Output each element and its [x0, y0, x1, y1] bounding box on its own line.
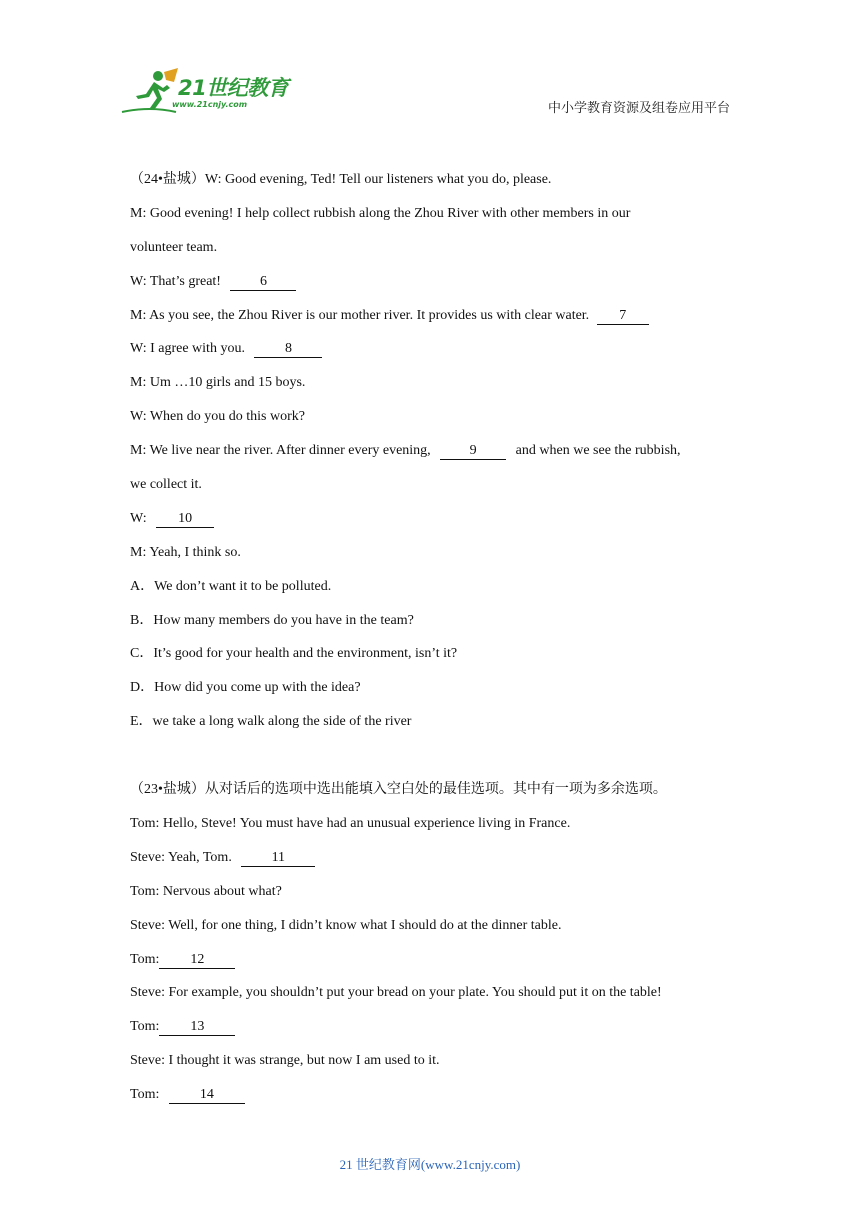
- dialogue-text: Tom:: [130, 951, 160, 967]
- dialogue-text: W: That’s great!: [130, 273, 221, 289]
- runner-logo-icon: [120, 68, 180, 116]
- answer-blank-11: 11: [241, 849, 315, 867]
- dialogue-line: [130, 1085, 730, 1105]
- dialogue-line: Steve: For example, you shouldn’t put your bread on your plate. You should put it on the table!: [130, 985, 662, 1001]
- logo: [120, 68, 290, 116]
- logo-url: www.21cnjy.com: [172, 100, 248, 109]
- dialogue-text: W:: [130, 510, 147, 526]
- answer-blank-9: 9: [440, 442, 506, 460]
- answer-blank-8: 8: [254, 340, 322, 358]
- document-body: [130, 170, 730, 1105]
- answer-blank-7: 7: [597, 307, 649, 325]
- dialogue-line: [130, 339, 730, 359]
- dialogue-line: [130, 1017, 730, 1037]
- option-item-a: A．We don’t want it to be polluted.: [130, 578, 332, 594]
- dialogue-line: [130, 306, 730, 326]
- dialogue-text: M: As you see, the Zhou River is our mother river. It provides us with clear water.: [130, 307, 590, 323]
- answer-blank-12: 12: [159, 951, 235, 969]
- dialogue-line: [130, 848, 730, 868]
- logo-text: 21世纪教育: [178, 76, 289, 100]
- answer-blank-10: 10: [156, 510, 214, 528]
- page-header: [0, 0, 860, 130]
- platform-title: 中小学教育资源及组卷应用平台: [547, 101, 730, 116]
- dialogue-text: Steve: Yeah, Tom.: [130, 849, 232, 865]
- dialogue-line: W: When do you do this work?: [130, 409, 305, 425]
- dialogue-line: Steve: I thought it was strange, but now I am used to it.: [130, 1053, 440, 1069]
- answer-blank-14: 14: [169, 1086, 245, 1104]
- dialogue-line: volunteer team.: [130, 239, 218, 255]
- dialogue-line: [130, 272, 730, 292]
- dialogue-text: and when we see the rubbish,: [515, 443, 681, 459]
- section-intro: （23•盐城）从对话后的选项中选出能填入空白处的最佳选项。其中有一项为多余选项。: [130, 782, 667, 798]
- answer-blank-6: 6: [230, 273, 296, 291]
- dialogue-text: Tom:: [130, 1019, 160, 1035]
- dialogue-line: [130, 441, 730, 461]
- dialogue-line: M: Yeah, I think so.: [130, 544, 241, 560]
- answer-blank-13: 13: [159, 1018, 235, 1036]
- page-footer: 21 世纪教育网(www.21cnjy.com): [339, 1157, 521, 1172]
- dialogue-text: W: I agree with you.: [130, 341, 245, 357]
- dialogue-section-23: [130, 780, 730, 1105]
- dialogue-line: [130, 950, 730, 970]
- dialogue-line: Steve: Well, for one thing, I didn’t know what I should do at the dinner table.: [130, 917, 562, 933]
- dialogue-text: Tom:: [130, 1087, 160, 1103]
- option-item-c: C．It’s good for your health and the environment, isn’t it?: [130, 646, 458, 662]
- section-intro: （24•盐城）W: Good evening, Ted! Tell our listeners what you do, please.: [130, 172, 552, 187]
- dialogue-line: M: Um …10 girls and 15 boys.: [130, 375, 306, 391]
- dialogue-line: Tom: Nervous about what?: [130, 883, 282, 899]
- option-item-e: E．we take a long walk along the side of the river: [130, 714, 412, 730]
- dialogue-line: M: Good evening! I help collect rubbish along the Zhou River with other members in our: [130, 205, 631, 221]
- option-item-d: D．How did you come up with the idea?: [130, 680, 361, 696]
- dialogue-line: [130, 509, 730, 529]
- dialogue-text: M: We live near the river. After dinner every evening,: [130, 443, 431, 459]
- dialogue-section-24: [130, 170, 730, 732]
- dialogue-line: Tom: Hello, Steve! You must have had an unusual experience living in France.: [130, 815, 571, 831]
- option-item-b: B．How many members do you have in the team?: [130, 612, 414, 628]
- dialogue-line: we collect it.: [130, 477, 202, 493]
